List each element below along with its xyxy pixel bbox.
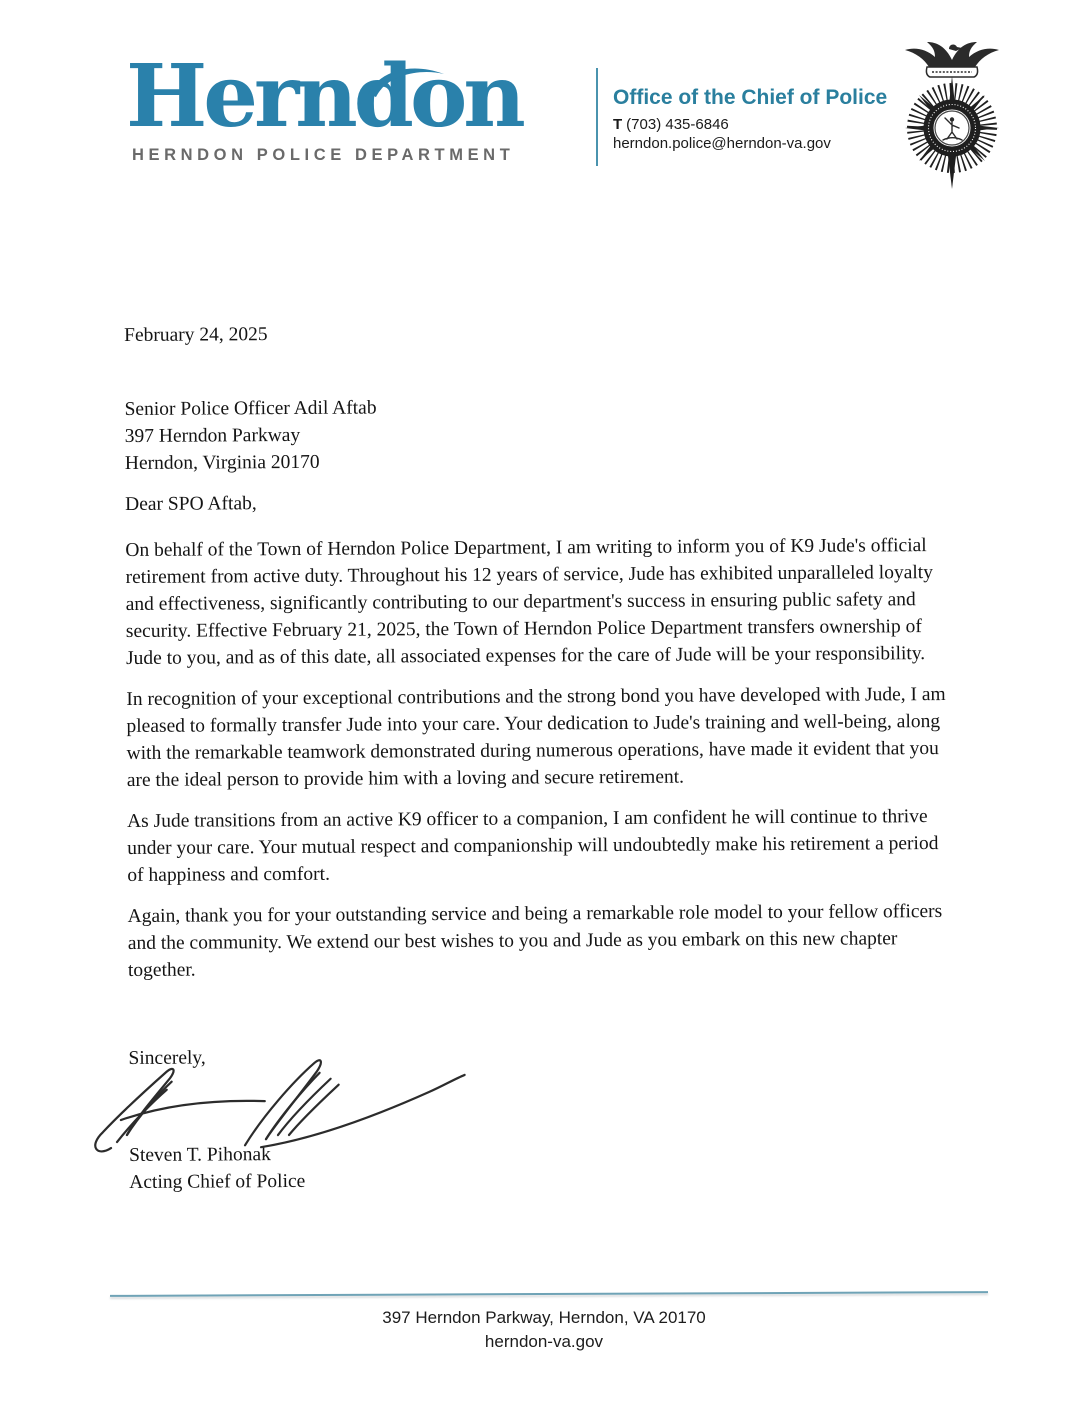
header-divider	[596, 68, 598, 166]
signature-block	[129, 1067, 954, 1196]
office-email: herndon.police@herndon-va.gov	[613, 135, 831, 152]
letter-date: February 24, 2025	[124, 324, 268, 346]
footer-address: 397 Herndon Parkway, Herndon, VA 20170	[382, 1308, 706, 1327]
phone-label: T	[613, 116, 623, 133]
logo-swoosh-icon	[364, 64, 448, 98]
signature-title: Acting Chief of Police	[129, 1170, 306, 1193]
office-title: Office of the Chief of Police	[613, 86, 888, 109]
paragraph-1: On behalf of the Town of Herndon Police Department, I am writing to inform you of K9 Jude's official retirement from active duty. Throughout his 12 years of service, Jude has exhibited unparalleled loyalty and effectiveness, significantly contributing to our department's success in ensuring public safety and security. Effective February 21, 2025, the Town of Herndon Police Department transfers ownership of Jude to you, and as of this date, all associated expenses for the care of Jude will be your responsibility.	[125, 535, 934, 669]
phone-number: (703) 435-6846	[626, 116, 729, 133]
salutation: Dear SPO Aftab,	[125, 493, 257, 515]
letter-content	[124, 317, 953, 1196]
recipient-city: Herndon, Virginia 20170	[124, 451, 320, 474]
herndon-logo-wordmark: Herndon	[126, 46, 522, 147]
recipient-name: Senior Police Officer Adil Aftab	[124, 397, 377, 420]
footer-website: herndon-va.gov	[484, 1332, 604, 1351]
footer-divider-line	[110, 1291, 988, 1297]
recipient-street: 397 Herndon Parkway	[124, 424, 301, 447]
handwritten-signature-icon	[92, 1054, 473, 1156]
recipient-address	[124, 391, 948, 477]
herndon-logo-subtitle: HERNDON POLICE DEPARTMENT	[132, 146, 515, 164]
paragraph-3: As Jude transitions from an active K9 officer to a companion, I am confident he will continue to thrive under your care. Your mutual respect and companionship will undoubtedly make his retirement a period of happiness and comfort.	[126, 806, 939, 886]
signature-name: Steven T. Pihonak	[129, 1144, 271, 1166]
footer-text	[0, 1306, 1088, 1354]
paragraph-4: Again, thank you for your outstanding service and being a remarkable role model to your fellow officers and the community. We extend our best wishes to you and Jude as you embark on this new chapter together.	[127, 901, 943, 981]
closing: Sincerely,	[128, 1047, 206, 1069]
paragraph-2: In recognition of your exceptional contributions and the strong bond you have developed with Jude, I am pleased to formally transfer Jude into your care. Your dedication to Jude's training and well-being, along with the remarkable teamwork demonstrated during numerous operations, have made it evident that you are the ideal person to provide him with a loving and secure retirement.	[126, 683, 946, 791]
police-badge-icon	[900, 40, 1004, 190]
office-phone	[613, 115, 887, 134]
herndon-logo	[126, 46, 522, 165]
office-contact-block	[613, 86, 887, 153]
